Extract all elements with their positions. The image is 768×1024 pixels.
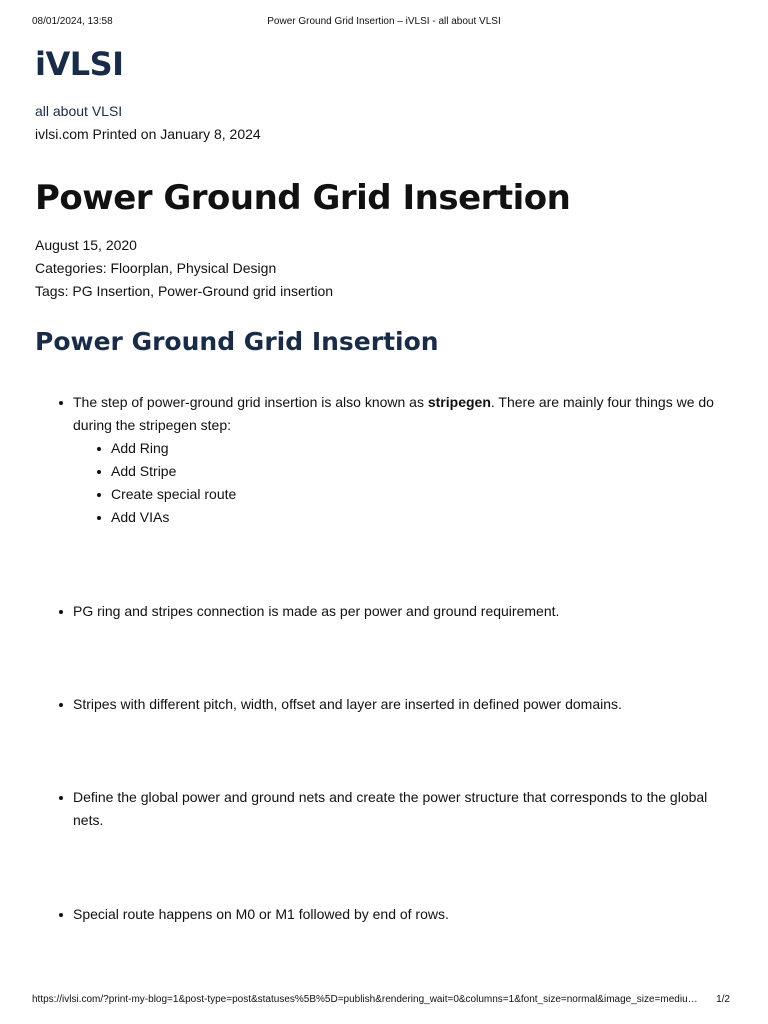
bullet-bold-term: stripegen [427, 394, 491, 410]
post-title: Power Ground Grid Insertion [35, 178, 571, 218]
sub-list-item: Add Stripe [111, 460, 735, 483]
print-header [32, 16, 736, 32]
list-item: Stripes with different pitch, width, offset and layer are inserted in defined power domains. [73, 693, 735, 716]
site-title[interactable]: iVLSI [35, 45, 124, 83]
sub-list [73, 437, 735, 529]
sub-list-item: Add Ring [111, 437, 735, 460]
list-item: Special route happens on M0 or M1 followed by end of rows. [73, 903, 735, 926]
page-number: 1/2 [716, 994, 730, 1005]
post-tags: Tags: PG Insertion, Power-Ground grid insertion [35, 283, 334, 299]
sub-list-item: Add VIAs [111, 506, 735, 529]
list-item: Define the global power and ground nets and create the power structure that corresponds to the global nets. [73, 786, 735, 832]
bullet-text: . There are mainly four things we do during the stripegen step: [73, 394, 714, 433]
print-info: ivlsi.com Printed on January 8, 2024 [35, 126, 261, 142]
post-date: August 15, 2020 [35, 237, 137, 253]
print-page-title: Power Ground Grid Insertion – iVLSI - all about VLSI [267, 16, 501, 27]
print-datetime: 08/01/2024, 13:58 [32, 16, 113, 27]
list-item [73, 391, 735, 529]
bullet-text: The step of power-ground grid insertion is also known as [73, 394, 428, 410]
site-tagline: all about VLSI [35, 103, 123, 119]
sub-list-item: Create special route [111, 483, 735, 506]
post-categories: Categories: Floorplan, Physical Design [35, 260, 277, 276]
print-url: https://ivlsi.com/?print-my-blog=1&post-type=post&statuses%5B%5D=publish&rendering_wait=0&columns=1&font_size=normal&image_size=mediu… [32, 994, 698, 1005]
post-meta [35, 234, 735, 303]
print-footer [32, 994, 736, 1010]
list-item: PG ring and stripes connection is made as per power and ground requirement. [73, 600, 735, 623]
bullet-list [35, 391, 735, 926]
section-heading: Power Ground Grid Insertion [35, 327, 439, 356]
page-content [35, 40, 735, 926]
